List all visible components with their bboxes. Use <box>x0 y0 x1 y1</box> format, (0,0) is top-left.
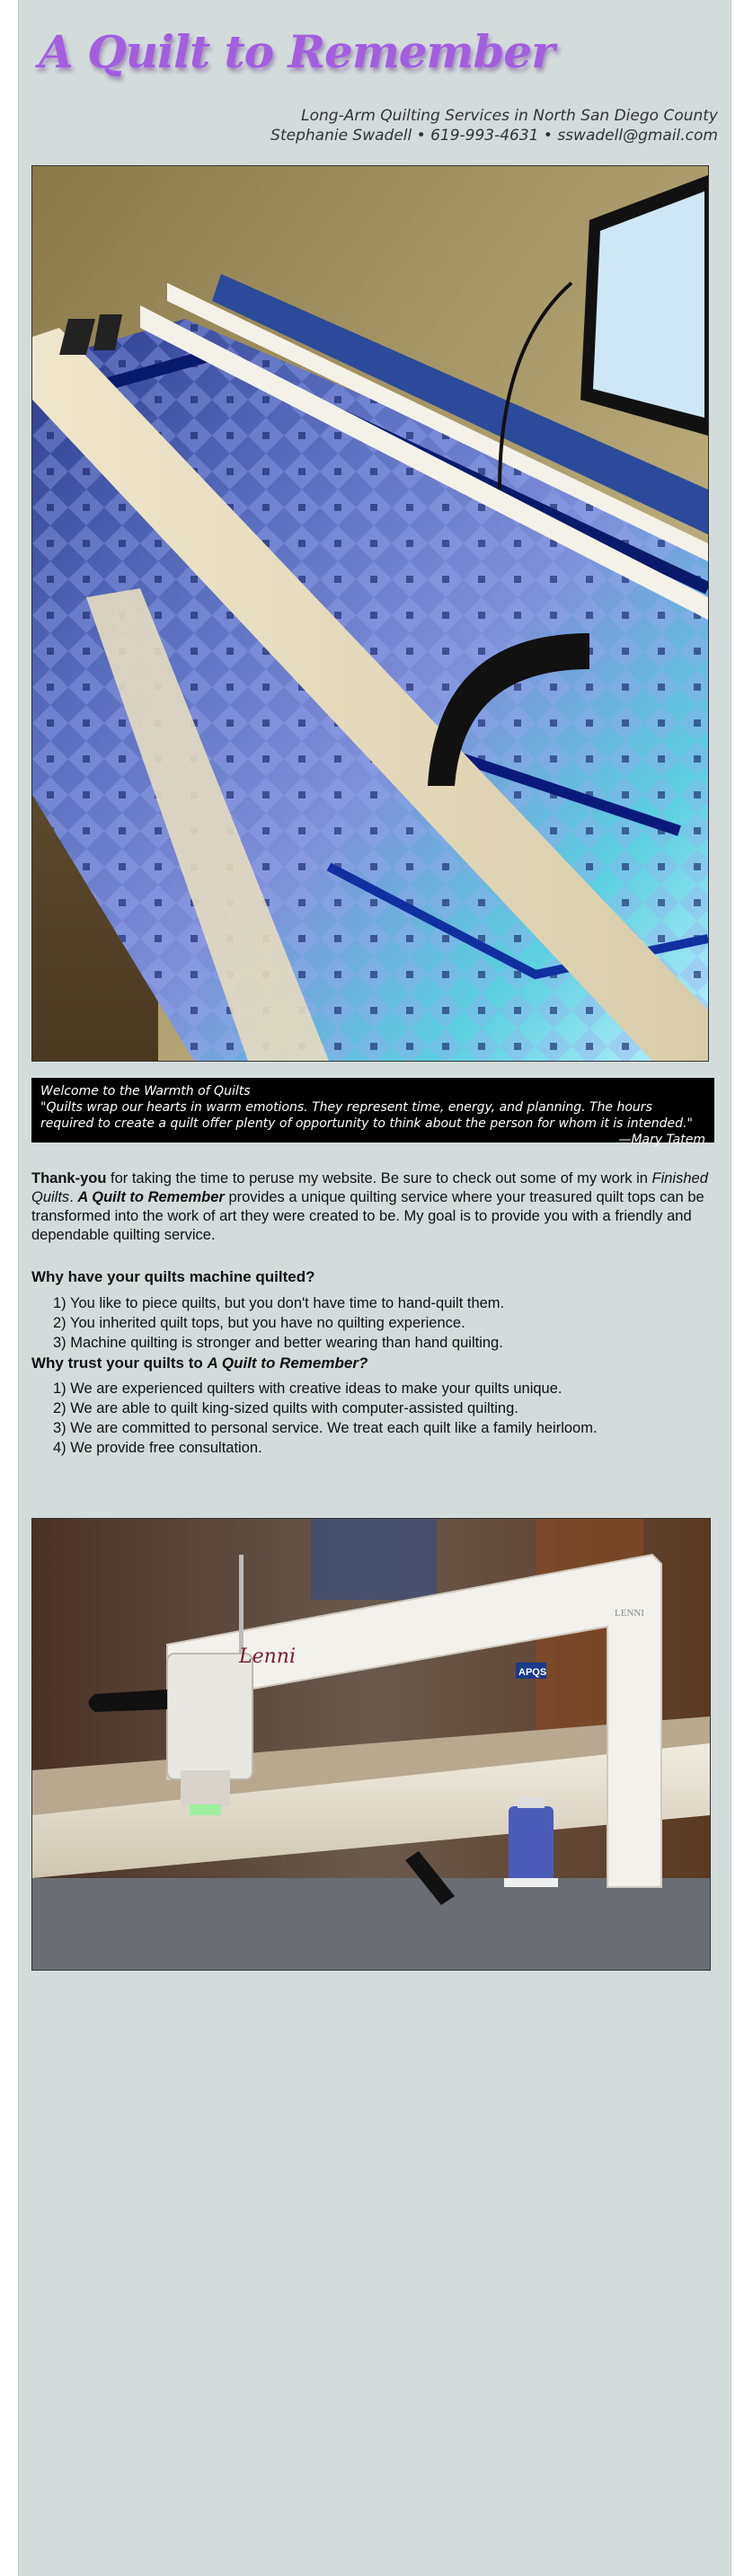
contact-details: Stephanie Swadell • 619-993-4631 • sswadell@gmail.com <box>270 127 718 145</box>
list-item: 3) We are committed to personal service. We treat each quilt like a family heirloom. <box>53 1420 598 1436</box>
machine-brand-script: Lenni <box>239 1645 297 1668</box>
quote-text: "Quilts wrap our hearts in warm emotions. They represent time, energy, and planning. The hours required to create a quilt offer plenty of opportunity to think about the person for whom it is intended." <box>40 1100 693 1131</box>
list-item: 1) You like to piece quilts, but you don't have time to hand-quilt them. <box>53 1295 505 1311</box>
intro-lead: Thank-you <box>31 1170 107 1187</box>
brand-name: A Quilt to Remember <box>77 1189 225 1205</box>
why-trust-heading <box>31 1354 368 1372</box>
quote-heading: Welcome to the Warmth of Quilts <box>40 1084 251 1098</box>
quilting-machine-illustration <box>32 1519 710 1970</box>
intro-text-1: for taking the time to peruse my website. Be sure to check out some of my work in <box>106 1170 652 1187</box>
quote-author: —Mary Tatem <box>618 1133 705 1147</box>
list-item: 1) We are experienced quilters with creative ideas to make your quilts unique. <box>53 1381 562 1397</box>
list-item: 2) We are able to quilt king-sized quilts with computer-assisted quilting. <box>53 1400 518 1416</box>
why-machine-heading: Why have your quilts machine quilted? <box>31 1268 315 1285</box>
quilting-machine-photo <box>31 1518 711 1971</box>
list-item: 3) Machine quilting is stronger and better wearing than hand quilting. <box>53 1335 503 1351</box>
quote-body <box>40 1099 705 1147</box>
intro-text-3: provides a unique quilting service where your treasured quilt tops can be transformed into the work of art they were created to be. My goal is to provide you with a friendly and dependable quilting service. <box>31 1189 704 1243</box>
contact-tagline: Long-Arm Quilting Services in North San Diego County <box>301 107 718 125</box>
page-container <box>18 0 731 2576</box>
why-trust-list <box>53 1379 598 1458</box>
quilt-frame-illustration <box>32 166 708 1061</box>
finished-quilts-ref: Finished Quilts <box>31 1170 708 1205</box>
machine-badge: APQS <box>518 1667 547 1678</box>
why-trust-heading-brand: A Quilt to Remember? <box>207 1354 368 1372</box>
quilt-frame-photo <box>31 165 709 1062</box>
contact-info <box>270 106 718 146</box>
quote-box <box>31 1078 714 1147</box>
intro-text-2: . <box>69 1189 78 1205</box>
machine-label: LENNI <box>615 1608 644 1619</box>
list-item: 4) We provide free consultation. <box>53 1440 262 1456</box>
site-title: A Quilt to Remember <box>39 25 554 78</box>
why-machine-list <box>53 1293 504 1353</box>
list-item: 2) You inherited quilt tops, but you have no quilting experience. <box>53 1315 465 1331</box>
why-trust-heading-prefix: Why trust your quilts to <box>31 1354 208 1372</box>
intro-paragraph <box>31 1169 709 1245</box>
